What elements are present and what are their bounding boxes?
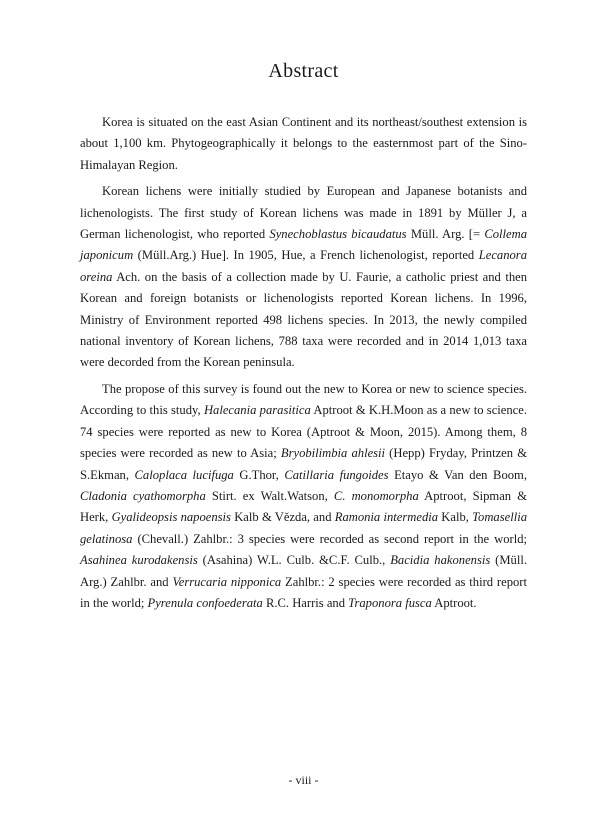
page-number: - viii - — [288, 773, 319, 787]
species-name: Tomasellia gelatinosa — [80, 510, 527, 546]
text-run: R.C. Harris and — [262, 595, 349, 610]
species-name: Bryobilimbia ahlesii — [280, 446, 386, 461]
text-run: Stirt. ex Walt.Watson, — [205, 488, 334, 503]
paragraph — [80, 112, 527, 176]
paragraph — [80, 181, 527, 374]
text-run: Aptroot. — [431, 595, 477, 610]
text-run: Korean lichens were initially studied by European and Japanese botanists and lichenologists. The first study of Korean lichens was made in 1891 by Müller J, a German lichenologist, who reported — [80, 184, 527, 242]
species-name: Lecanora oreina — [80, 248, 527, 284]
species-name: Verrucaria nipponica — [172, 574, 282, 589]
species-name: Cladonia cyathomorpha — [80, 488, 206, 503]
text-run: Aptroot, Sipman & Herk, — [80, 488, 527, 525]
text-run: (Asahina) W.L. Culb. &C.F. Culb., — [197, 553, 391, 568]
text-run: G.Thor, — [233, 467, 285, 482]
text-run: Aptroot & K.H.Moon as a new to science. 74 species were reported as new to Korea (Aptroot & Moon, 2015). Among them, 8 species were recorded as new to Asia; — [80, 403, 527, 461]
species-name: Asahinea kurodakensis — [80, 553, 198, 568]
species-name: Bacidia hakonensis — [390, 553, 491, 568]
text-run: Kalb & Vězda, and — [230, 510, 335, 525]
text-run: (Chevall.) Zahlbr.: 3 species were recorded as second report in the world; — [132, 531, 527, 546]
text-run: Müll. Arg. [= — [406, 227, 485, 242]
text-run: Etayo & Van den Boom, — [388, 467, 527, 482]
text-run: Ach. on the basis of a collection made by U. Faurie, a catholic priest and then Korean and foreign botanists or lichenologists reported Korean lichens. In 1996, Ministry of Environment reported 498 lichens species. In 2013, the newly compiled national inventory of Korean lichens, 788 taxa were recorded and in 2014 1,013 taxa were decorded from the Korean peninsula. — [80, 269, 527, 370]
paragraph — [80, 379, 527, 614]
text-run: Kalb, — [438, 510, 473, 525]
species-name: Synechoblastus bicaudatus — [269, 227, 407, 242]
species-name: Collema japonicum — [80, 227, 527, 263]
text-run: Korea is situated on the east Asian Continent and its northeast/southest extension is about 1,100 km. Phytogeographically it belongs to the easternmost part of the Sino-Himalayan Region. — [80, 115, 527, 172]
species-name: C. monomorpha — [333, 488, 419, 503]
page-title: Abstract — [268, 60, 339, 82]
species-name: Gyalideopsis napoensis — [111, 510, 231, 525]
species-name: Ramonia intermedia — [334, 510, 439, 525]
text-run: (Müll.Arg.) Hue]. In 1905, Hue, a French lichenologist, reported — [133, 248, 479, 263]
species-name: Halecania parasitica — [203, 403, 311, 418]
text-run: (Hepp) Fryday, Printzen & S.Ekman, — [80, 446, 527, 482]
abstract-body — [80, 112, 527, 619]
species-name: Traponora fusca — [348, 595, 432, 610]
text-run: Zahlbr.: 2 species were recorded as third report in the world; — [80, 574, 527, 610]
species-name: Pyrenula confoederata — [147, 595, 263, 610]
text-run: The propose of this survey is found out the new to Korea or new to science species. According to this study, — [80, 381, 527, 418]
text-run: (Müll. Arg.) Zahlbr. and — [80, 553, 527, 589]
species-name: Caloplaca lucifuga — [134, 467, 234, 482]
species-name: Catillaria fungoides — [284, 467, 389, 482]
